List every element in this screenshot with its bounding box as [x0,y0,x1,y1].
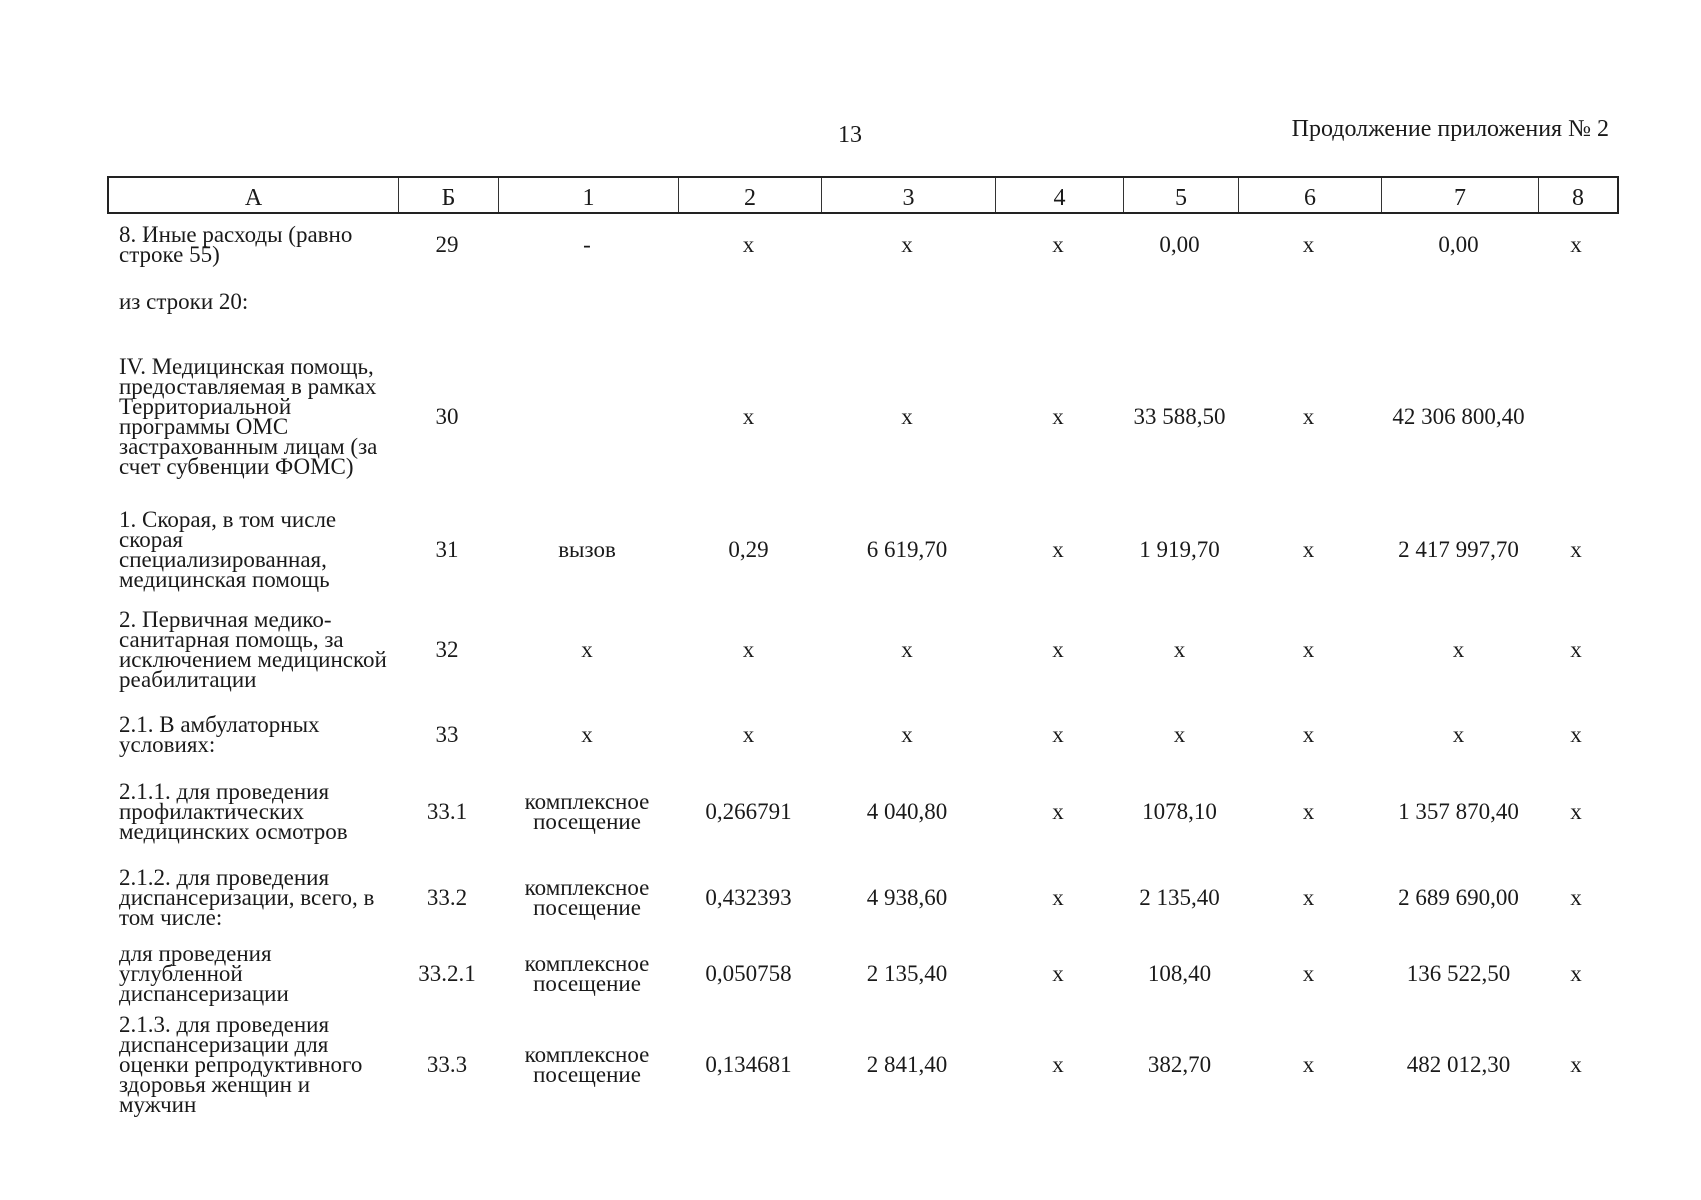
cell-col-3: х [901,722,913,747]
cell-col-2: 0,29 [728,537,769,562]
cell-col-5: 108,40 [1147,961,1212,986]
cell-col-2: х [742,232,755,257]
cell-col-7: 2 689 690,00 [1398,885,1519,910]
cell-col-5: 382,70 [1147,1052,1212,1077]
row-number: 33.1 [426,799,468,824]
row-label: 2.1.1. для проведения профилактических медицинских осмотров [119,779,348,844]
cell-col-7: 1 357 870,40 [1398,799,1519,824]
cell-col-7: 2 417 997,70 [1398,537,1519,562]
cell-col-1: вызов [558,537,616,562]
row-number: 33 [435,722,459,747]
row-label: 8. Иные расходы (равно строке 55) [119,222,353,267]
table-row [107,704,1619,766]
cell-col-3: 4 040,80 [866,799,948,824]
table-row [107,596,1619,704]
table-row [107,858,1619,938]
cell-col-6: х [1302,404,1315,429]
cell-col-7: 42 306 800,40 [1392,404,1525,429]
page-number: 13 [838,122,862,148]
column-header-1: 1 [499,178,679,212]
cell-col-8: х [1570,722,1582,747]
cell-col-7: х [1452,637,1465,662]
cell-col-4: х [1052,537,1064,562]
row-label: для проведения углубленной диспансеризации [119,941,289,1006]
column-header-b: Б [399,178,499,212]
table-row [107,938,1619,1010]
cell-col-3: 2 841,40 [866,1052,948,1077]
cell-col-8: х [1570,799,1582,824]
cell-col-2: х [742,722,755,747]
appendix-continuation-note: Продолжение приложения № 2 [1291,116,1609,142]
cell-col-7: 0,00 [1438,232,1479,257]
cell-col-6: х [1302,722,1315,747]
row-label: IV. Медицинская помощь, предоставляемая в рамках Территориальной программы ОМС застрахованным лицам (за счет субвенции ФОМС) [119,354,378,479]
cell-col-7: 136 522,50 [1406,961,1511,986]
column-header-8: 8 [1572,185,1584,211]
cell-col-5: х [1173,722,1186,747]
cell-col-1: х [581,722,593,747]
cell-col-6: х [1302,799,1315,824]
cell-col-3: х [901,232,913,257]
cell-col-2: х [742,404,755,429]
row-number: 33.3 [426,1052,468,1077]
table-body [107,216,1619,1120]
row-label: 2.1.2. для проведения диспансеризации, всего, в том числе: [119,865,375,930]
column-header-3: 3 [822,178,996,212]
row-label: 2.1. В амбулаторных условиях: [119,712,320,757]
cell-col-8: х [1570,232,1582,257]
cell-col-5: 1078,10 [1142,799,1217,824]
cell-col-8: х [1570,885,1582,910]
cell-col-6: х [1302,537,1315,562]
table-row [107,274,1619,330]
cell-col-3: х [901,637,913,662]
cell-col-5: 0,00 [1159,232,1200,257]
cell-col-6: х [1302,232,1315,257]
cell-col-8: х [1570,637,1582,662]
column-header-2: 2 [679,178,822,212]
column-header-6: 6 [1239,178,1382,212]
cell-col-2: 0,134681 [705,1052,792,1077]
cell-col-2: 0,432393 [705,885,792,910]
table-row [107,766,1619,858]
column-header-row [107,176,1619,214]
cell-col-1: - [583,232,591,257]
cell-col-2: х [742,637,755,662]
cell-col-5: 1 919,70 [1139,537,1220,562]
column-header-4: 4 [996,178,1124,212]
row-number: 33.2 [426,885,468,910]
cell-col-4: х [1052,722,1064,747]
cell-col-7: х [1452,722,1465,747]
cell-col-5: х [1173,637,1186,662]
row-number: 29 [435,232,459,257]
cell-col-5: 2 135,40 [1139,885,1220,910]
cell-col-1: комплексное посещение [524,1042,650,1087]
cell-col-6: х [1302,1052,1315,1077]
cell-col-4: х [1052,404,1064,429]
cell-col-4: х [1052,799,1064,824]
cell-col-2: 0,266791 [705,799,792,824]
cell-col-3: х [901,404,913,429]
cell-col-1: комплексное посещение [524,789,650,834]
row-label: из строки 20: [119,289,249,314]
cell-col-2: 0,050758 [705,961,792,986]
cell-col-7: 482 012,30 [1406,1052,1511,1077]
column-header-5: 5 [1124,178,1239,212]
cell-col-8: х [1570,537,1582,562]
row-label: 2. Первичная медико-санитарная помощь, за исключением медицинской реабилитации [119,607,387,692]
column-header-7: 7 [1382,178,1539,212]
cell-col-4: х [1052,961,1064,986]
cell-col-4: х [1052,885,1064,910]
cell-col-4: х [1052,637,1064,662]
cell-col-4: х [1052,1052,1064,1077]
cell-col-3: 2 135,40 [866,961,948,986]
row-label: 2.1.3. для проведения диспансеризации для оценки репродуктивного здоровья женщин и мужчин [119,1012,363,1117]
cell-col-8: х [1570,961,1582,986]
cell-col-1: комплексное посещение [524,875,650,920]
cell-col-3: 6 619,70 [866,537,948,562]
row-label: 1. Скорая, в том числе скорая специализированная, медицинская помощь [119,507,337,592]
cell-col-5: 33 588,50 [1133,404,1226,429]
table-row [107,504,1619,596]
cell-col-3: 4 938,60 [866,885,948,910]
cell-col-6: х [1302,637,1315,662]
cell-col-1: комплексное посещение [524,951,650,996]
table-row [107,330,1619,504]
cell-col-1: х [581,637,593,662]
table-row [107,1010,1619,1120]
row-number: 31 [435,537,459,562]
cell-col-6: х [1302,885,1315,910]
row-number: 33.2.1 [418,961,476,986]
cell-col-8: х [1570,1052,1582,1077]
table-row [107,216,1619,274]
cell-col-4: х [1052,232,1064,257]
row-number: 30 [435,404,459,429]
column-header-a: А [109,178,399,212]
row-number: 32 [435,637,459,662]
cell-col-6: х [1302,961,1315,986]
